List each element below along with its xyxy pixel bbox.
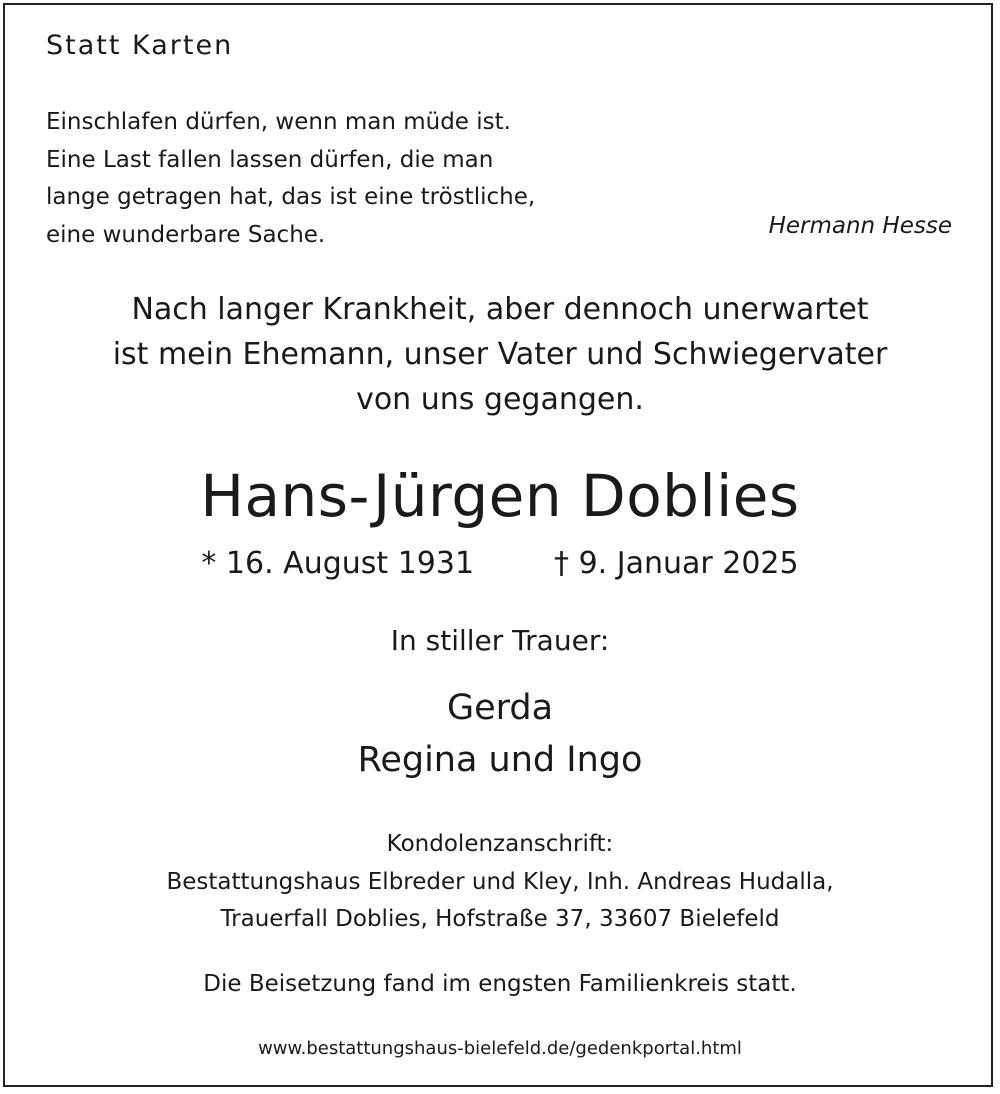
mourner-name: Regina und Ingo (357, 740, 643, 780)
notice-header: Statt Karten (46, 30, 234, 61)
announcement-line: Nach langer Krankheit, aber dennoch unerwartet (131, 292, 869, 327)
condolence-line: Trauerfall Doblies, Hofstraße 37, 33607 Bielefeld (220, 906, 780, 932)
condolence-address (0, 826, 1000, 939)
death-date: † 9. Januar 2025 (554, 546, 799, 581)
burial-note: Die Beisetzung fand im engsten Familienkreis statt. (203, 971, 797, 997)
quote-line: lange getragen hat, das ist eine tröstliche, (46, 184, 536, 210)
life-dates (0, 546, 1000, 581)
announcement-line: von uns gegangen. (356, 382, 644, 417)
condolence-line: Kondolenzanschrift: (386, 831, 614, 857)
mourner-name: Gerda (446, 688, 554, 728)
mourners-list (0, 682, 1000, 786)
condolence-line: Bestattungshaus Elbreder und Kley, Inh. Andreas Hudalla, (166, 868, 834, 895)
birth-date: * 16. August 1931 (201, 546, 475, 581)
mourners-intro: In stiller Trauer: (390, 624, 610, 657)
deceased-name: Hans-Jürgen Doblies (200, 462, 800, 530)
memorial-portal-link[interactable]: www.bestattungshaus-bielefeld.de/gedenkportal.html (258, 1038, 742, 1059)
death-announcement (0, 287, 1000, 422)
quote-line: Eine Last fallen lassen dürfen, die man (46, 146, 494, 173)
quote-author: Hermann Hesse (768, 213, 952, 239)
quote-line: Einschlafen dürfen, wenn man müde ist. (46, 109, 511, 135)
quote-line: eine wunderbare Sache. (46, 221, 326, 248)
hesse-quote (46, 104, 535, 254)
announcement-line: ist mein Ehemann, unser Vater und Schwiegervater (112, 337, 888, 372)
